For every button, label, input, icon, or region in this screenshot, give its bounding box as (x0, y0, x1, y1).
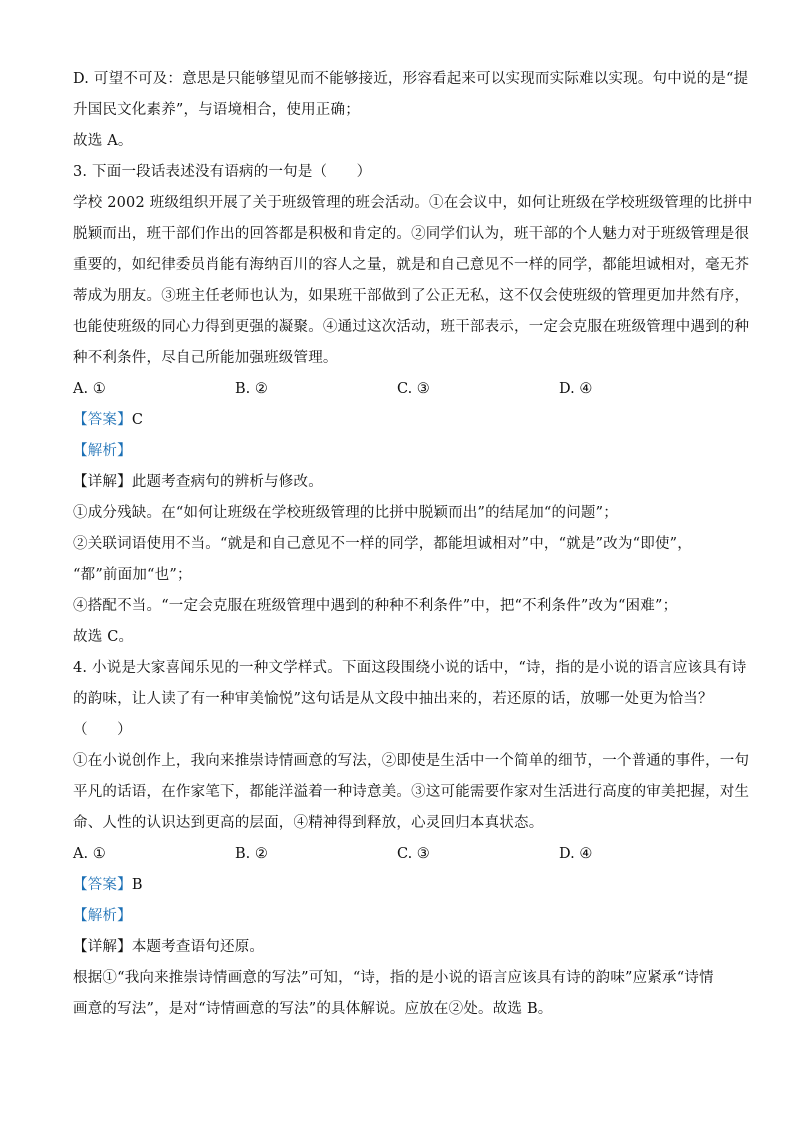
answer-value: B (131, 877, 143, 893)
q3-explanation-line: ②关联词语使用不当。“就是和自己意见不一样的同学，都能坦诚相对”中，“就是”改为“即使”， (73, 536, 692, 552)
q4-option-b: B. ② (235, 846, 268, 862)
q3-option-d: D. ④ (559, 381, 593, 397)
q4-explanation-line: 画意的写法”，是对“诗情画意的写法”的具体解说。应放在②处。故选 B。 (73, 1001, 553, 1017)
q3-answer (73, 405, 728, 436)
q3-option-c: C. ③ (397, 381, 430, 397)
q4-stem-line: 的韵味，让人读了有一种审美愉悦”这句话是从文段中抽出来的，若还原的话，放哪一处更为恰当？ (73, 691, 713, 707)
q3-passage-line: 重要的，如纪律委员肖能有海纳百川的容人之量，就是和自己意见不一样的同学，都能坦诚相对，毫无芥 (73, 257, 750, 273)
q4-options (73, 839, 728, 870)
q4-option-d: D. ④ (559, 846, 593, 862)
answer-value: C (131, 412, 144, 428)
q3-option-a: A. ① (73, 381, 106, 397)
q2-explanation-line: 升国民文化素养”，与语境相合，使用正确； (73, 102, 360, 118)
q4-stem-blank: （ ） (73, 722, 132, 738)
q4-answer (73, 870, 728, 901)
q3-passage-line: 蒂成为朋友。③班主任老师也认为，如果班干部做到了公正无私，这不仅会使班级的管理更加井然有序， (73, 288, 750, 304)
q4-passage-line: ①在小说创作上，我向来推崇诗情画意的写法，②即使是生活中一个简单的细节，一个普通的事件，一句 (73, 753, 750, 769)
q4-passage-line: 命、人性的认识达到更高的层面，④精神得到释放，心灵回归本真状态。 (73, 815, 544, 831)
detail-text: 此题考查病句的辨析与修改。 (131, 474, 323, 490)
answer-label: 【答案】 (73, 412, 132, 428)
q3-stem: 3. 下面一段话表述没有语病的一句是（ ） (73, 164, 372, 180)
q3-analysis-label (73, 436, 728, 467)
q4-stem-line: 4. 小说是大家喜闻乐见的一种文学样式。下面这段围绕小说的话中，“诗，指的是小说的语言应该具有诗 (73, 660, 747, 676)
q3-conclusion: 故选 C。 (73, 629, 134, 645)
q4-detail (73, 932, 728, 963)
detail-label: 【详解】 (73, 939, 132, 955)
q4-passage-line: 平凡的话语，在作家笔下，都能洋溢着一种诗意美。③这可能需要作家对生活进行高度的审美把握，对生 (73, 784, 750, 800)
q4-explanation-line: 根据①“我向来推崇诗情画意的写法”可知，“诗，指的是小说的语言应该具有诗的韵味”应紧承“诗情 (73, 970, 714, 986)
q4-analysis-label (73, 901, 728, 932)
q3-passage-line: 也能使班级的同心力得到更强的凝聚。④通过这次活动，班干部表示，一定会克服在班级管理中遇到的种 (73, 319, 750, 335)
q3-option-b: B. ② (235, 381, 268, 397)
analysis-label: 【解析】 (73, 443, 132, 459)
answer-label: 【答案】 (73, 877, 132, 893)
q2-conclusion: 故选 A。 (73, 133, 133, 149)
q3-explanation-line: ④搭配不当。“一定会克服在班级管理中遇到的种种不利条件”中，把“不利条件”改为“困难”； (73, 598, 678, 614)
q3-passage-line: 种不利条件，尽自己所能加强班级管理。 (73, 350, 338, 366)
q3-explanation-line: “都”前面加“也”； (73, 567, 192, 583)
q4-option-c: C. ③ (397, 846, 430, 862)
document-page (73, 64, 753, 1025)
q3-detail (73, 467, 728, 498)
q3-passage-line: 学校 2002 班级组织开展了关于班级管理的班会活动。①在会议中，如何让班级在学校班级管理的比拼中 (73, 195, 753, 211)
q3-explanation-line: ①成分残缺。在“如何让班级在学校班级管理的比拼中脱颖而出”的结尾加“的问题”； (73, 505, 618, 521)
q2-explanation-line: D. 可望不可及：意思是只能够望见而不能够接近，形容看起来可以实现而实际难以实现。句中说的是“提 (73, 71, 749, 87)
q3-passage-line: 脱颖而出，班干部们作出的回答都是积极和肯定的。②同学们认为，班干部的个人魅力对于班级管理是很 (73, 226, 750, 242)
q4-option-a: A. ① (73, 846, 106, 862)
analysis-label: 【解析】 (73, 908, 132, 924)
detail-label: 【详解】 (73, 474, 132, 490)
detail-text: 本题考查语句还原。 (131, 939, 265, 955)
q3-options (73, 374, 728, 405)
